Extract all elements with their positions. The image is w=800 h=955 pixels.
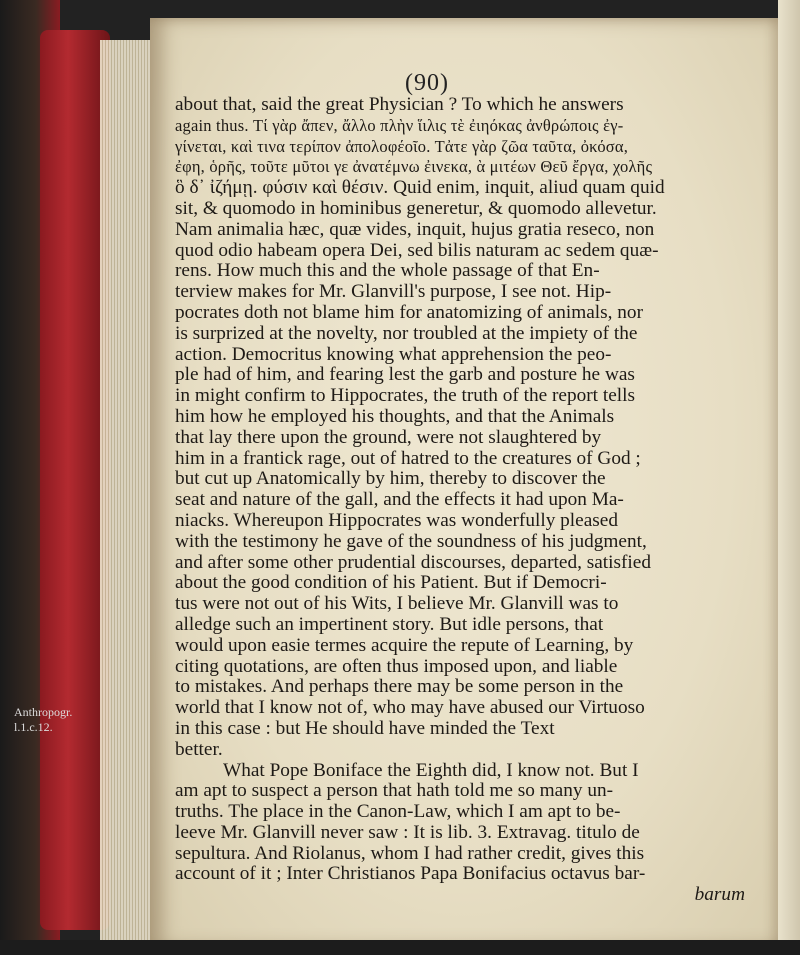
text-line: is surprized at the novelty, nor troubled at the impiety of the: [175, 323, 638, 344]
text-line: him in a frantick rage, out of hatred to the creatures of God ;: [175, 448, 641, 469]
text-line: leeve Mr. Glanvill never saw : It is lib. 3. Extravag. titulo de: [175, 822, 640, 843]
text-line: alledge such an impertinent story. But idle persons, that: [175, 614, 604, 635]
text-line: sit, & quomodo in hominibus generetur, & quomodo allevetur.: [175, 198, 657, 219]
text-line: would upon easie termes acquire the repute of Learning, by: [175, 635, 634, 656]
text-line: What Pope Boniface the Eighth did, I know not. But I: [223, 760, 639, 781]
text-line: about the good condition of his Patient. But if Democri-: [175, 573, 607, 594]
text-line: and after some other prudential discourses, departed, satisfied: [175, 552, 651, 573]
text-line: that lay there upon the ground, were not slaughtered by: [175, 427, 602, 448]
text-line: Nam animalia hæc, quæ vides, inquit, hujus gratia reseco, non: [175, 219, 655, 240]
text-line: quod odio habeam opera Dei, sed bilis naturam ac sedem quæ-: [175, 240, 659, 261]
text-line: truths. The place in the Canon-Law, which I am apt to be-: [175, 802, 621, 823]
text-line: about that, said the great Physician ? To which he answers: [175, 95, 624, 115]
margin-note: [14, 705, 104, 735]
bottom-shadow: [0, 940, 800, 955]
text-line: tus were not out of his Wits, I believe Mr. Glanvill was to: [175, 594, 619, 615]
text-line: with the testimony he gave of the soundness of his judgment,: [175, 531, 647, 552]
text-line: sepultura. And Riolanus, whom I had rather credit, gives this: [175, 843, 645, 864]
text-line: seat and nature of the gall, and the effects it had upon Ma-: [175, 490, 624, 511]
text-line: action. Democritus knowing what apprehension the peo-: [175, 344, 612, 365]
text-line-greek: again thus. Τί γὰρ ἄπεν, ἄλλο πλὴν ἵιλις τὲ ἐιηόκας ἀνθρώποις ἐγ-: [175, 115, 624, 135]
margin-note-line: l.1.c.12.: [14, 720, 53, 734]
text-line: rens. How much this and the whole passage of that En-: [175, 261, 600, 282]
text-line: terview makes for Mr. Glanvill's purpose, I see not. Hip-: [175, 282, 612, 303]
body-text: [175, 95, 765, 906]
margin-note-line: Anthropogr.: [14, 705, 73, 719]
text-line: but cut up Anatomically by him, thereby to discover the: [175, 469, 606, 490]
text-line: account of it ; Inter Christianos Papa Bonifacius octavus bar-: [175, 864, 646, 885]
text-line: citing quotations, are often thus imposed upon, and liable: [175, 656, 618, 677]
text-line: ple had of him, and fearing lest the garb and posture he was: [175, 365, 635, 386]
text-line: ὃ δ᾽ ἰζήμῃ. φύσιν καὶ θέσιν. Quid enim, inquit, aliud quam quid: [175, 178, 665, 199]
text-line: pocrates doth not blame him for anatomizing of animals, nor: [175, 302, 643, 323]
text-line: to mistakes. And perhaps there may be some person in the: [175, 677, 624, 698]
text-line: him how he employed his thoughts, and that the Animals: [175, 406, 615, 427]
text-line: world that I know not of, who may have abused our Virtuoso: [175, 698, 645, 719]
catchword: barum: [694, 885, 745, 906]
text-line: am apt to suspect a person that hath told me so many un-: [175, 781, 614, 802]
text-line: better.: [175, 739, 223, 760]
facing-page-edge: [778, 0, 800, 955]
text-line: niacks. Whereupon Hippocrates was wonderfully pleased: [175, 510, 618, 531]
text-line-greek: γίνεται, καὶ τινα τερίπον ἀπολοφέοῖο. Τἀτε γὰρ ζῶα ταῦτα, ὀκόσα,: [175, 136, 629, 156]
page-number: (90): [405, 70, 449, 96]
text-line: in this case : but He should have minded the Text: [175, 718, 555, 739]
text-line: in might confirm to Hippocrates, the truth of the report tells: [175, 386, 635, 407]
text-line-greek: ἐφη, ὁρῆς, τοῦτε μῦτοι γε ἀνατέμνω ἐινεκα, ὰ μιτέων Θεῦ ἔργα, χολῆς: [175, 157, 653, 177]
